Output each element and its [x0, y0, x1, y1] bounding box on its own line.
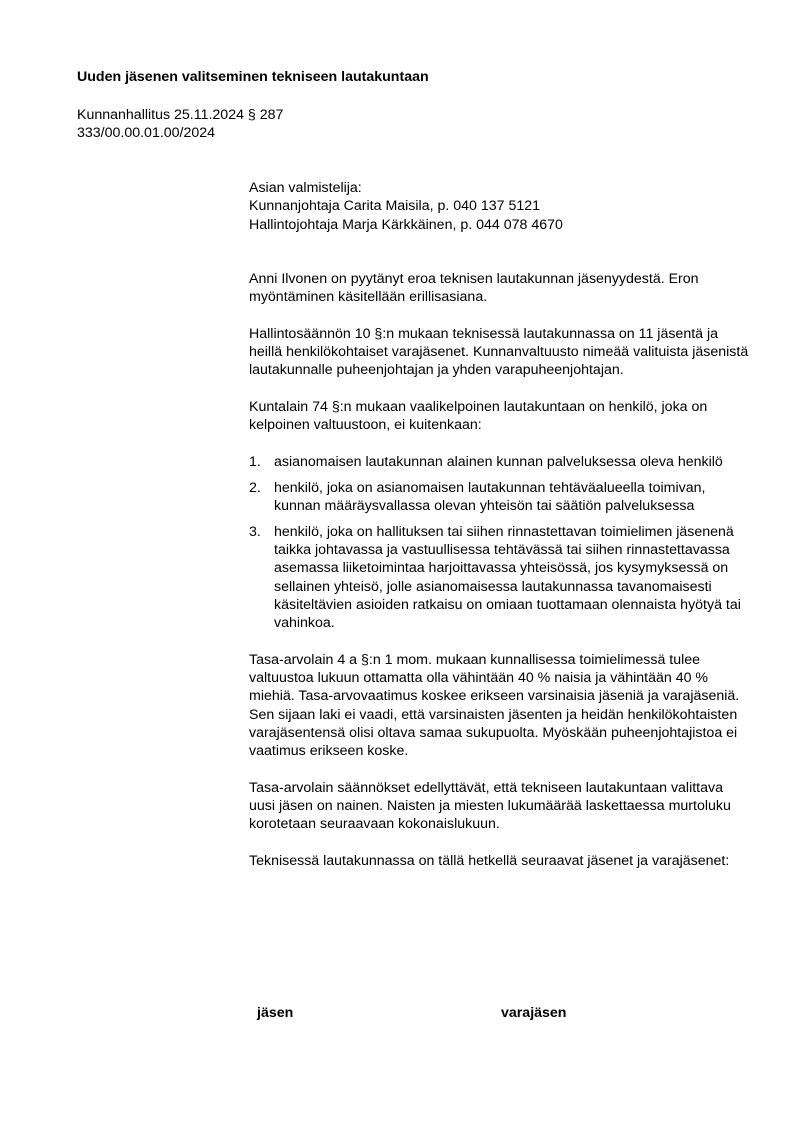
- preparer-person-2: Hallintojohtaja Marja Kärkkäinen, p. 044 078 4670: [249, 216, 563, 233]
- list-item-number: 3.: [249, 523, 261, 540]
- paragraph-equality-requirement: Tasa-arvolain säännökset edellyttävät, että tekniseen lautakuntaan valittava uusi jäsen on nainen. Naisten ja miesten lukumäärää laskettaessa murtoluku korotetaan seuraavaan kokonaislukuun.: [249, 779, 731, 833]
- paragraph-current-members: Teknisessä lautakunnassa on tällä hetkellä seuraavat jäsenet ja varajäsenet:: [249, 852, 730, 869]
- paragraph-equality-law: Tasa-arvolain 4 a §:n 1 mom. mukaan kunnallisessa toimielimessä tulee valtuustoa lukuun ottamatta olla vähintään 40 % naisia ja vähintään 40 % miehiä. Tasa-arvovaatimus koskee erikseen varsinaisia jäseniä ja varajäseniä. Sen sijaan laki ei vaadi, että varsinaisten jäsenten ja heidän henkilökohtaisten varajäsentensä olisi oltava samaa sukupuolta. Myöskään puheenjohtajistoa ei vaatimus erikseen koske.: [249, 651, 740, 760]
- preparer-label: Asian valmistelija:: [249, 180, 362, 196]
- list-item-text: asianomaisen lautakunnan alainen kunnan palveluksessa oleva henkilö: [274, 453, 723, 470]
- preparer-block: [249, 179, 749, 234]
- list-item-number: 2.: [249, 479, 261, 496]
- meeting-date-line: Kunnanhallitus 25.11.2024 § 287: [77, 107, 284, 123]
- preparer-person-1: Kunnanjohtaja Carita Maisila, p. 040 137 5121: [249, 198, 541, 215]
- list-item-text: henkilö, joka on asianomaisen lautakunnan tehtäväalueella toimivan, kunnan määräysvallassa olevan yhteisön tai säätiön palveluksessa: [274, 479, 706, 515]
- paragraph-eligibility: Kuntalain 74 §:n mukaan vaalikelpoinen lautakuntaan on henkilö, joka on kelpoinen valtuustoon, ei kuitenkaan:: [249, 399, 708, 434]
- eligibility-list: [249, 453, 749, 633]
- paragraph-rules: Hallintosäännön 10 §:n mukaan teknisessä lautakunnassa on 11 jäsentä ja heillä henkilökohtaiset varajäsenet. Kunnanvaltuusto nimeää valituista jäsenistä lautakunnalle puheenjohtajan ja yhden varapuheenjohtajan.: [249, 325, 749, 379]
- list-item: [249, 453, 749, 471]
- list-item-number: 1.: [249, 453, 261, 470]
- document-body: [249, 270, 749, 889]
- list-item: [249, 479, 749, 516]
- deputy-column-header: varajäsen: [501, 1005, 567, 1021]
- diary-number: 333/00.00.01.00/2024: [77, 125, 216, 141]
- list-item-text: henkilö, joka on hallituksen tai siihen rinnastettavan toimielimen jäsenenä taikka johtavassa ja vastuullisessa tehtävässä tai siihen rinnastettavassa asemassa liiketoimintaa harjoittavassa yhteisössä, jos kysymyksessä on sellainen yhteisö, jolle asianomaisessa lautakunnassa tavanomaisesti käsiteltävien asioiden ratkaisu on omiaan tuottamaan olennaista hyötyä tai vahinkoa.: [274, 523, 741, 632]
- meeting-reference: [77, 106, 283, 142]
- document-title: Uuden jäsenen valitseminen tekniseen lautakuntaan: [77, 69, 429, 85]
- member-column-header: jäsen: [257, 1005, 294, 1021]
- list-item: [249, 523, 749, 633]
- paragraph-resignation: Anni Ilvonen on pyytänyt eroa teknisen lautakunnan jäsenyydestä. Eron myöntäminen käsitellään erillisasiana.: [249, 271, 699, 306]
